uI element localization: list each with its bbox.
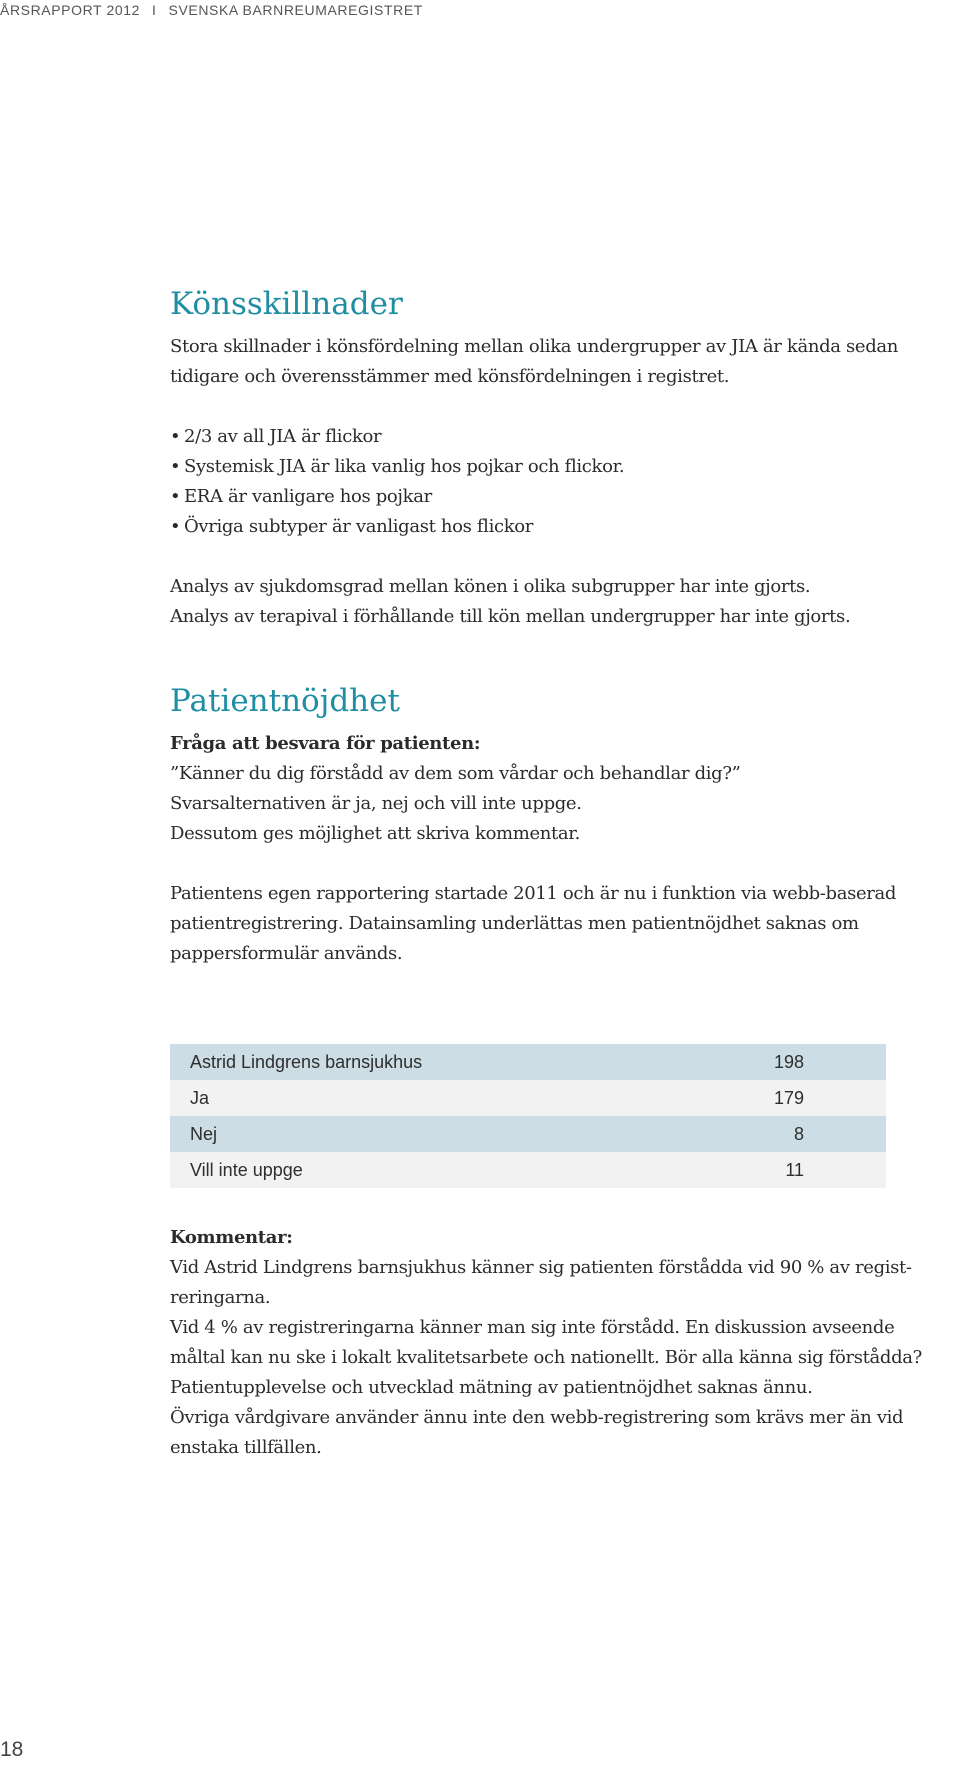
info-paragraph — [170, 879, 960, 969]
comment-line: Övriga vårdgivare använder ännu inte den webb-registrering som krävs mer än vid — [170, 1407, 904, 1428]
list-item: • Systemisk JIA är lika vanlig hos pojkar och flickor. — [170, 452, 960, 482]
table-header-value: 198 — [666, 1044, 886, 1080]
table-header-row — [170, 1044, 886, 1080]
section-gender-differences — [170, 285, 960, 632]
table-row — [170, 1116, 886, 1152]
section-title-gender-differences: Könsskillnader — [170, 286, 403, 322]
analysis-paragraph — [170, 572, 960, 632]
header-separator: I — [152, 2, 157, 18]
table-row — [170, 1080, 886, 1116]
report-title: ÅRSRAPPORT 2012 — [0, 2, 140, 18]
section-patient-satisfaction — [170, 682, 960, 1463]
list-item: • 2/3 av all JIA är flickor — [170, 422, 960, 452]
intro-line: Stora skillnader i könsfördelning mellan olika undergrupper av JIA är kända sedan — [170, 336, 898, 357]
table-cell-label: Vill inte uppge — [170, 1152, 666, 1188]
question-line: Dessutom ges möjlighet att skriva kommentar. — [170, 823, 580, 844]
page-number: 18 — [0, 1738, 24, 1761]
registry-name: SVENSKA BARNREUMAREGISTRET — [168, 2, 423, 18]
info-line: pappersformulär används. — [170, 943, 403, 964]
section-title-patient-satisfaction: Patientnöjdhet — [170, 683, 400, 719]
table-cell-value: 8 — [666, 1116, 886, 1152]
question-line: Svarsalternativen är ja, nej och vill inte uppge. — [170, 793, 582, 814]
info-line: patientregistrering. Datainsamling underlättas men patientnöjdhet saknas om — [170, 913, 859, 934]
info-line: Patientens egen rapportering startade 2011 och är nu i funktion via webb-baserad — [170, 883, 897, 904]
satisfaction-table — [170, 1044, 886, 1188]
list-item: • ERA är vanligare hos pojkar — [170, 482, 960, 512]
intro-paragraph — [170, 332, 960, 392]
intro-line: tidigare och överensstämmer med könsfördelningen i registret. — [170, 366, 730, 387]
analysis-line: Analys av sjukdomsgrad mellan könen i olika subgrupper har inte gjorts. — [170, 576, 811, 597]
running-header — [0, 2, 423, 18]
comment-label: Kommentar: — [170, 1227, 293, 1248]
table-cell-label: Ja — [170, 1080, 666, 1116]
bullet-list — [170, 422, 960, 542]
comment-line: måltal kan nu ske i lokalt kvalitetsarbete och nationellt. Bör alla känna sig förstådda? — [170, 1347, 922, 1368]
table-row — [170, 1152, 886, 1188]
table-header-label: Astrid Lindgrens barnsjukhus — [170, 1044, 666, 1080]
comment-line: Vid 4 % av registreringarna känner man sig inte förstådd. En diskussion avseende — [170, 1317, 895, 1338]
comment-line: reringarna. — [170, 1287, 271, 1308]
table-cell-value: 11 — [666, 1152, 886, 1188]
question-label: Fråga att besvara för patienten: — [170, 733, 481, 754]
comment-line: Vid Astrid Lindgrens barnsjukhus känner sig patienten förstådda vid 90 % av regist- — [170, 1257, 912, 1278]
comment-line: enstaka tillfällen. — [170, 1437, 322, 1458]
comment-block — [170, 1223, 960, 1463]
analysis-line: Analys av terapival i förhållande till kön mellan undergrupper har inte gjorts. — [170, 606, 851, 627]
page-content — [170, 285, 960, 1463]
table-cell-value: 179 — [666, 1080, 886, 1116]
comment-line: Patientupplevelse och utvecklad mätning av patientnöjdhet saknas ännu. — [170, 1377, 813, 1398]
question-block — [170, 729, 960, 849]
table-cell-label: Nej — [170, 1116, 666, 1152]
list-item: • Övriga subtyper är vanligast hos flickor — [170, 512, 960, 542]
question-line: ”Känner du dig förstådd av dem som vårdar och behandlar dig?” — [170, 763, 741, 784]
